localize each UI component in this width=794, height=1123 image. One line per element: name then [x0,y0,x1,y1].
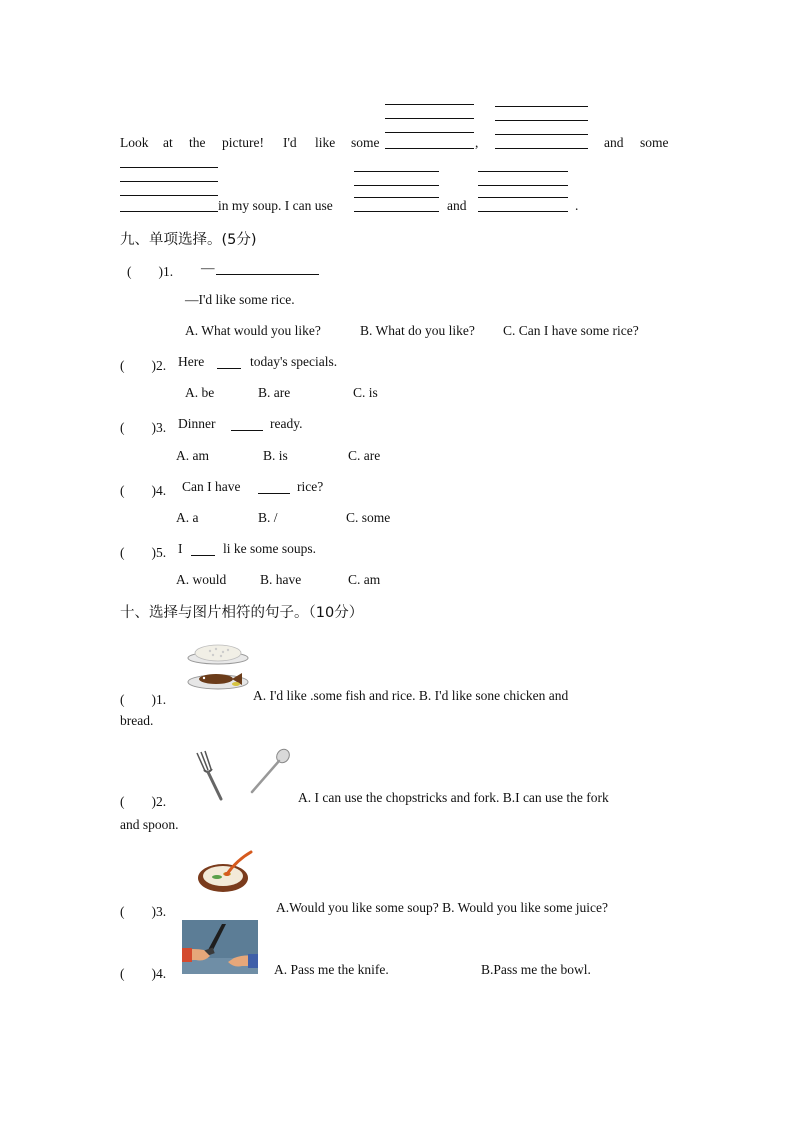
question-options-cont: bread. [120,713,154,728]
question-stem: today's specials. [250,354,338,369]
blank-line [495,106,588,107]
spoon-icon [248,748,292,794]
blank-line [120,181,218,182]
blank-line [354,211,439,212]
option: B. have [260,572,302,587]
blank-line [385,118,474,119]
question-answer-line: —I'd like some rice. [185,292,295,307]
blank-line [495,120,588,121]
question-number: ( )4. [120,966,167,981]
question-number: ( )3. [120,420,167,435]
passage-text: . [575,198,579,213]
answer-blank[interactable] [216,274,319,275]
option: C. am [348,572,381,587]
blank-line [354,171,439,172]
passage-word: , [475,135,479,150]
blank-line [385,104,474,105]
section-heading: 九、单项选择。(5分) [120,232,257,248]
knife-handover-icon [182,920,258,974]
question-stem: ready. [270,416,303,431]
answer-blank[interactable] [191,555,215,556]
passage-word: some [640,135,669,150]
blank-line [385,148,474,149]
blank-line [478,171,568,172]
answer-blank[interactable] [258,493,290,494]
option: C. some [346,510,391,525]
passage-word: like [315,135,336,150]
option: B. are [258,385,291,400]
blank-line [495,134,588,135]
answer-blank[interactable] [231,430,263,431]
passage-word: I'd [283,135,297,150]
option: B. What do you like? [360,323,475,338]
question-number: ( )2. [120,358,167,373]
question-stem: — [201,260,215,275]
passage-word: picture! [222,135,264,150]
question-number: ( )1. [120,692,167,707]
blank-line [478,211,568,212]
option: A. am [176,448,209,463]
question-options: A. I'd like .some fish and rice. B. I'd like sone chicken and [253,688,569,703]
blank-line [478,197,568,198]
option: A. would [176,572,227,587]
option: B. / [258,510,278,525]
question-stem: li ke some soups. [223,541,316,556]
option: A. a [176,510,199,525]
question-stem: Dinner [178,416,216,431]
passage-word: some [351,135,380,150]
passage-word: Look [120,135,149,150]
question-options-cont: and spoon. [120,817,179,832]
passage-word: and [604,135,624,150]
option: A. What would you like? [185,323,321,338]
question-number: ( )4. [120,483,167,498]
passage-word: the [189,135,206,150]
blank-line [120,167,218,168]
question-option-b: B.Pass me the bowl. [481,962,591,977]
option: C. are [348,448,381,463]
blank-line [385,132,474,133]
passage-text: in my soup. I can use [218,198,333,213]
blank-line [354,197,439,198]
option: B. is [263,448,288,463]
question-options: A.Would you like some soup? B. Would you like some juice? [276,900,609,915]
option: C. Can I have some rice? [503,323,639,338]
passage-word: at [163,135,173,150]
blank-line [478,185,568,186]
passage-text: and [447,198,467,213]
question-stem: rice? [297,479,324,494]
section-heading: 十、选择与图片相符的句子。（10分） [120,605,364,621]
question-number: ( )3. [120,904,167,919]
fork-icon [193,751,227,801]
question-stem: Can I have [182,479,241,494]
question-number: ( )2. [120,794,167,809]
question-option-a: A. Pass me the knife. [274,962,389,977]
blank-line [495,148,588,149]
blank-line [354,185,439,186]
blank-line [120,211,218,212]
answer-blank[interactable] [217,368,241,369]
soup-bowl-icon [197,850,253,895]
question-stem: Here [178,354,205,369]
question-options: A. I can use the chopstricks and fork. B.I can use the fork [298,790,609,805]
option: C. is [353,385,378,400]
rice-and-fish-plates-icon [186,640,250,695]
question-number: ( )5. [120,545,167,560]
question-stem: I [178,541,183,556]
question-number: ( )1. [127,264,174,279]
blank-line [120,195,218,196]
option: A. be [185,385,215,400]
